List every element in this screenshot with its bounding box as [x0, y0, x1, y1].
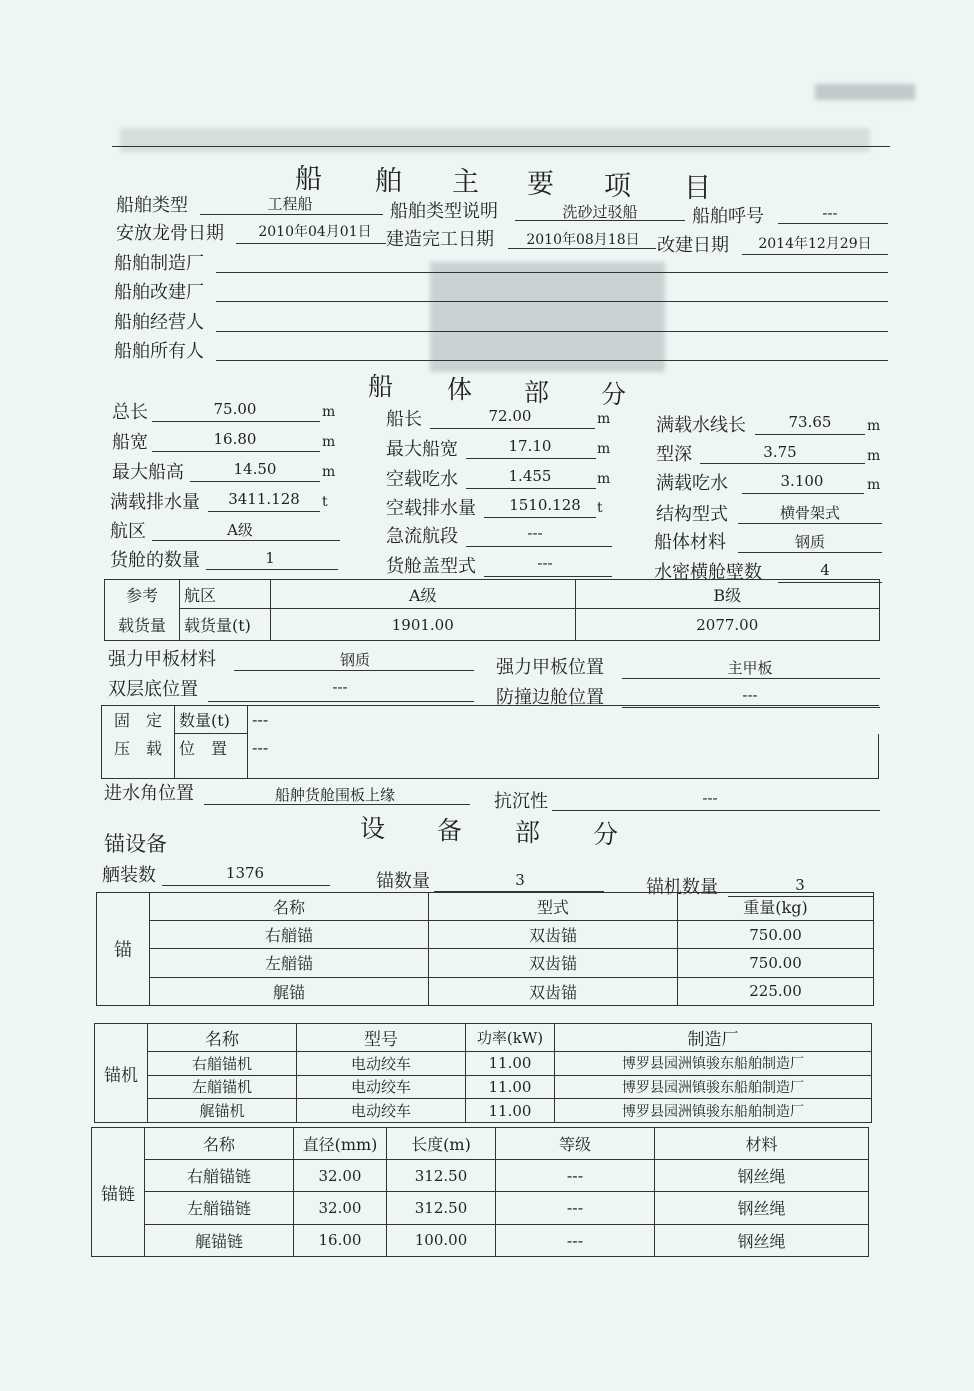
type-desc-label: 船舶类型说明 — [390, 201, 498, 222]
deck-position-value: 主甲板 — [727, 659, 773, 677]
structure-value: 横骨架式 — [779, 504, 840, 522]
cargo-zone-label: 航区 — [180, 580, 271, 609]
hatch-value: --- — [537, 554, 553, 572]
max-beam-value: 17.10 — [508, 437, 552, 455]
deck-position-label: 强力甲板位置 — [496, 657, 604, 678]
anchors-value: 3 — [515, 871, 525, 889]
anchor-header-type: 型式 — [429, 893, 678, 921]
chain-header-material: 材料 — [655, 1128, 869, 1160]
anchor-equipment-title: 锚设备 — [104, 832, 167, 856]
redaction-header — [120, 128, 870, 152]
full-disp-label: 满载排水量 — [110, 492, 200, 513]
rebuilder-label: 船舶改建厂 — [114, 282, 204, 303]
zone-value: A级 — [227, 521, 253, 539]
lbp-value: 72.00 — [488, 407, 532, 425]
ballast-fixed-label: 固 定 — [102, 706, 175, 734]
table-row: 艉锚 双齿锚 225.00 — [97, 977, 874, 1005]
max-height-label: 最大船高 — [112, 462, 184, 483]
full-disp-value: 3411.128 — [228, 490, 300, 508]
callsign-value: --- — [822, 204, 838, 222]
max-height-value: 14.50 — [233, 460, 277, 478]
deck-material-label: 强力甲板材料 — [108, 649, 216, 670]
cargo-zone-a: A级 — [271, 580, 576, 609]
table-row: 艉锚机 电动绞车 11.00 博罗县园洲镇骏东船舶制造厂 — [95, 1099, 872, 1123]
collision-label: 防撞边舱位置 — [496, 687, 604, 708]
anchor-header-weight: 重量(kg) — [678, 893, 874, 921]
light-disp-value: 1510.128 — [509, 496, 581, 514]
rapids-value: --- — [527, 524, 543, 542]
anchor-group-label: 锚 — [97, 893, 150, 1006]
zone-label: 航区 — [110, 521, 146, 542]
ship-type-label: 船舶类型 — [116, 195, 188, 216]
chain-header-grade: 等级 — [496, 1128, 655, 1160]
unsinkable-label: 抗沉性 — [494, 791, 548, 812]
windlass-group-label: 锚机 — [95, 1024, 148, 1123]
windlass-table — [94, 1023, 872, 1123]
material-label: 船体材料 — [654, 532, 726, 553]
material-value: 钢质 — [794, 533, 825, 551]
cargo-capacity-table — [104, 579, 880, 641]
type-desc-value: 洗砂过驳船 — [562, 203, 638, 221]
windlass-count-value: 3 — [795, 876, 805, 894]
beam-label: 船宽 — [112, 432, 148, 453]
redaction-top-right — [815, 84, 915, 100]
header-rule — [112, 146, 890, 147]
flood-angle-label: 进水角位置 — [104, 783, 194, 804]
full-draft-value: 3.100 — [780, 472, 824, 490]
unsinkable-value: --- — [702, 789, 718, 807]
cargo-load-a: 1901.00 — [271, 609, 576, 641]
rebuilt-label: 改建日期 — [657, 235, 729, 256]
lwl-label: 满载水线长 — [656, 415, 746, 436]
anchor-header-name: 名称 — [150, 893, 429, 921]
structure-label: 结构型式 — [656, 504, 728, 525]
table-row: 左艏锚 双齿锚 750.00 — [97, 949, 874, 977]
table-row: 右艏锚链 32.00 312.50 --- 钢丝绳 — [92, 1160, 869, 1192]
full-draft-label: 满载吃水 — [656, 473, 728, 494]
cargo-ref-label: 参考 — [105, 580, 180, 609]
redaction-builders — [430, 262, 665, 372]
table-row: 艉锚链 16.00 100.00 --- 钢丝绳 — [92, 1224, 869, 1256]
loa-value: 75.00 — [213, 400, 257, 418]
light-draft-label: 空载吃水 — [386, 469, 458, 490]
collision-value: --- — [742, 686, 758, 704]
built-label: 建造完工日期 — [386, 229, 494, 250]
anchor-table — [96, 892, 874, 1006]
beam-value: 16.80 — [213, 430, 257, 448]
ballast-qty-value: --- — [248, 706, 879, 734]
chain-header-length: 长度(m) — [387, 1128, 496, 1160]
holds-value: 1 — [265, 549, 275, 567]
chain-group-label: 锚链 — [92, 1128, 145, 1257]
owner-label: 船舶所有人 — [114, 341, 204, 362]
keel-label: 安放龙骨日期 — [116, 223, 224, 244]
ballast-pos-value: --- — [248, 734, 879, 762]
cargo-cap-label: 载货量 — [105, 609, 180, 641]
holds-label: 货舱的数量 — [110, 550, 200, 571]
built-value: 2010年08月18日 — [526, 232, 640, 248]
ship-type-value: 工程船 — [267, 195, 313, 213]
ballast-ballast-label: 压 载 — [102, 734, 175, 762]
rebuilt-value: 2014年12月29日 — [758, 236, 872, 252]
bulkheads-value: 4 — [820, 561, 830, 579]
chain-header-name: 名称 — [145, 1128, 294, 1160]
windlass-header-power: 功率(kW) — [466, 1024, 555, 1052]
ballast-pos-label: 位 置 — [175, 734, 248, 762]
keel-value: 2010年04月01日 — [258, 224, 372, 240]
chain-table — [91, 1127, 869, 1257]
chain-header-diameter: 直径(mm) — [294, 1128, 387, 1160]
depth-label: 型深 — [656, 444, 692, 465]
depth-value: 3.75 — [763, 443, 797, 461]
anchors-label: 锚数量 — [376, 871, 430, 892]
lwl-value: 73.65 — [788, 413, 832, 431]
ballast-qty-label: 数量(t) — [175, 706, 248, 734]
outfit-label: 舾装数 — [102, 865, 156, 886]
windlass-header-name: 名称 — [148, 1024, 297, 1052]
max-beam-label: 最大船宽 — [386, 439, 458, 460]
table-row: 左艏锚链 32.00 312.50 --- 钢丝绳 — [92, 1192, 869, 1224]
hatch-label: 货舱盖型式 — [386, 556, 476, 577]
cargo-load-b: 2077.00 — [575, 609, 880, 641]
table-row: 左艏锚机 电动绞车 11.00 博罗县园洲镇骏东船舶制造厂 — [95, 1075, 872, 1099]
lbp-label: 船长 — [386, 409, 422, 430]
outfit-value: 1376 — [225, 864, 265, 882]
table-row: 右艏锚 双齿锚 750.00 — [97, 921, 874, 949]
double-bottom-label: 双层底位置 — [108, 679, 198, 700]
callsign-label: 船舶呼号 — [692, 206, 764, 227]
bulkheads-label: 水密横舱壁数 — [654, 562, 762, 583]
cargo-zone-b: B级 — [575, 580, 880, 609]
builder-label: 船舶制造厂 — [114, 253, 204, 274]
flood-angle-value: 船舯货舱围板上缘 — [274, 786, 395, 804]
cargo-load-label: 载货量(t) — [180, 609, 271, 641]
windlass-header-maker: 制造厂 — [555, 1024, 872, 1052]
light-disp-label: 空载排水量 — [386, 498, 476, 519]
windlass-header-model: 型号 — [297, 1024, 466, 1052]
windlass-count-label: 锚机数量 — [646, 877, 718, 898]
ballast-table — [101, 705, 879, 779]
rapids-label: 急流航段 — [386, 526, 458, 547]
operator-label: 船舶经营人 — [114, 312, 204, 333]
light-draft-value: 1.455 — [508, 467, 552, 485]
double-bottom-value: --- — [332, 678, 348, 696]
loa-label: 总长 — [112, 402, 148, 423]
deck-material-value: 钢质 — [339, 651, 370, 669]
table-row: 右艏锚机 电动绞车 11.00 博罗县园洲镇骏东船舶制造厂 — [95, 1052, 872, 1076]
